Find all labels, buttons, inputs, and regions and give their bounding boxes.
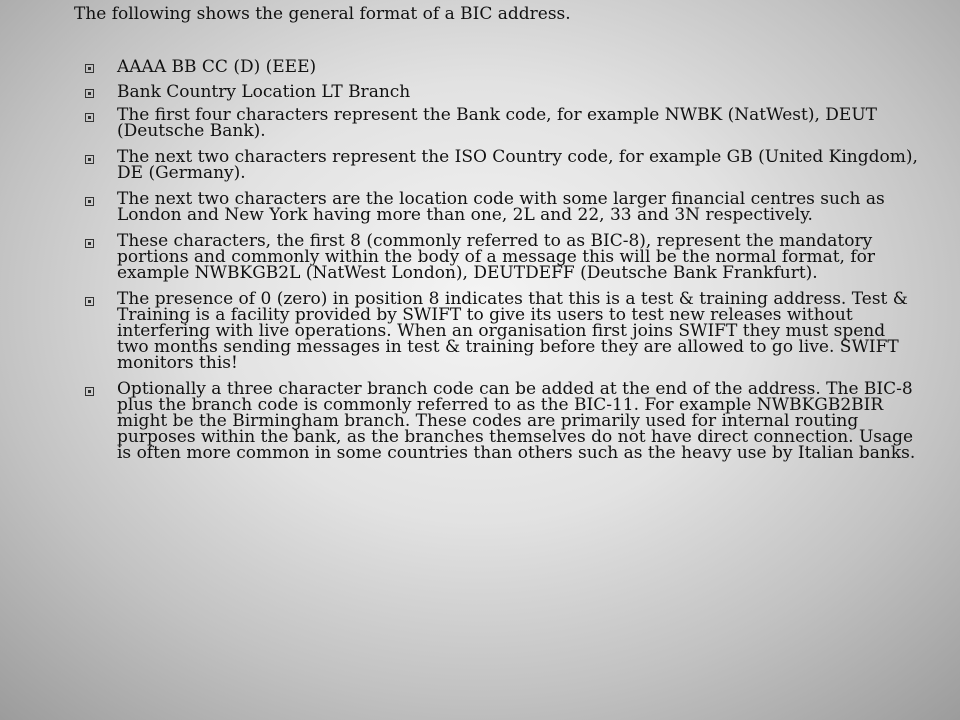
bullet-text: The first four characters represent the Bank code, for example NWBK (NatWest), DEUT (Deutsche Bank). [117, 105, 877, 141]
bullet-item [82, 57, 918, 77]
bullet-text: Optionally a three character branch code can be added at the end of the address. The BIC-8 plus the branch code is commonly referred to as the BIC-11. For example NWBKGB2BIR might be the Birmingham branch. These codes are primarily used for internal routing purposes within the bank, as the branches themselves do not have direct connection. Usage is often more common in some countries than others such as the heavy use by Italian banks. [117, 379, 916, 463]
square-bullet-icon [85, 155, 94, 164]
intro-text: The following shows the general format of a BIC address. [74, 4, 571, 24]
bullet-item [82, 233, 918, 281]
bullet-text: These characters, the first 8 (commonly referred to as BIC-8), represent the mandatory portions and commonly within the body of a message this will be the normal format, for example NWBKGB2L (NatWest London), DEUTDEFF (Deutsche Bank Frankfurt). [117, 231, 876, 283]
bullet-text: The presence of 0 (zero) in position 8 indicates that this is a test & training address. Test & Training is a facility provided by SWIFT to give its users to test new releases without interfering with live operations. When an organisation first joins SWIFT they must spend two months sending messages in test & training before they are allowed to go live. SWIFT monitors this! [117, 289, 908, 373]
bullet-list [82, 57, 918, 471]
square-bullet-icon [85, 89, 94, 98]
square-bullet-icon [85, 197, 94, 206]
bullet-item [82, 149, 918, 181]
bullet-item [82, 107, 918, 139]
square-bullet-icon [85, 64, 94, 73]
bullet-text: The next two characters represent the ISO Country code, for example GB (United Kingdom), DE (Germany). [117, 147, 918, 183]
bullet-text: AAAA BB CC (D) (EEE) [117, 57, 317, 77]
bullet-item [82, 381, 918, 461]
bullet-text: The next two characters are the location code with some larger financial centres such as London and New York having more than one, 2L and 22, 33 and 3N respectively. [117, 189, 885, 225]
square-bullet-icon [85, 297, 94, 306]
bullet-item [82, 291, 918, 371]
bullet-item [82, 191, 918, 223]
square-bullet-icon [85, 113, 94, 122]
bullet-item [82, 82, 918, 102]
square-bullet-icon [85, 387, 94, 396]
square-bullet-icon [85, 239, 94, 248]
bullet-text: Bank Country Location LT Branch [117, 82, 411, 102]
